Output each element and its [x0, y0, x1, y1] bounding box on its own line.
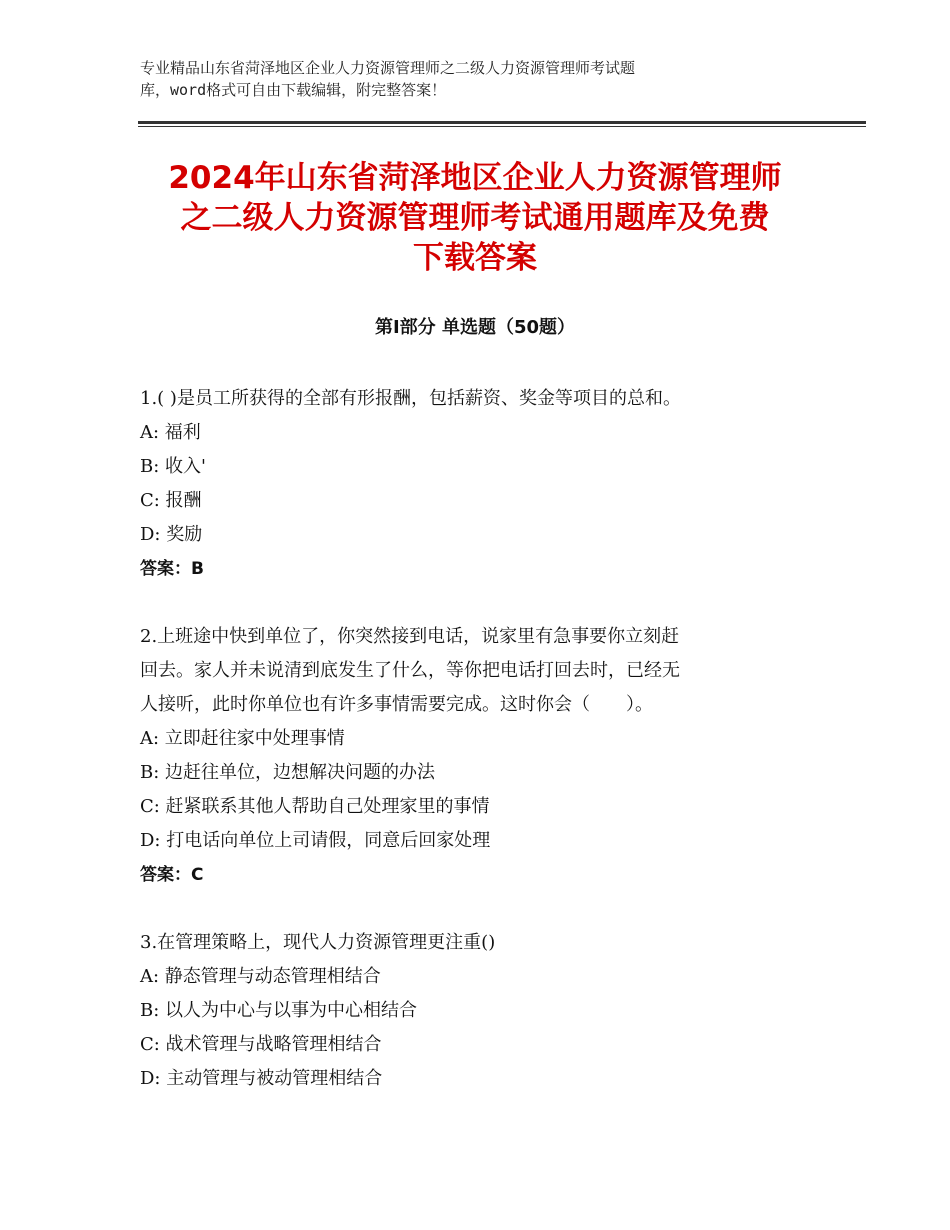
document-title [100, 158, 850, 278]
option-c: C: 战术管理与战略管理相结合 [140, 1034, 382, 1055]
option-b: B: 边赶往单位，边想解决问题的办法 [140, 762, 436, 783]
document-title-line-1: 2024年山东省菏泽地区企业人力资源管理师 [168, 160, 782, 196]
answer: 答案：B [140, 559, 204, 579]
question-1 [140, 382, 820, 586]
answer: 答案：C [140, 865, 204, 885]
question-stem-line-2: 回去。家人并未说清到底发生了什么，等你把电话打回去时，已经无 [140, 660, 680, 681]
option-d: D: 打电话向单位上司请假，同意后回家处理 [140, 830, 491, 851]
question-stem-line-3: 人接听，此时你单位也有许多事情需要完成。这时你会（ ）。 [140, 694, 653, 715]
option-d: D: 奖励 [140, 524, 203, 545]
header-note [140, 57, 800, 101]
option-a: A: 福利 [140, 422, 201, 443]
header-divider-thin [138, 126, 866, 127]
option-b: B: 收入' [140, 456, 206, 477]
option-a: A: 立即赶往家中处理事情 [140, 728, 345, 749]
option-c: C: 报酬 [140, 490, 202, 511]
document-title-line-2: 之二级人力资源管理师考试通用题库及免费 [180, 200, 770, 236]
option-b: B: 以人为中心与以事为中心相结合 [140, 1000, 418, 1021]
question-2 [140, 620, 820, 892]
header-note-line-2: 库，word格式可自由下载编辑，附完整答案！ [140, 81, 447, 99]
document-title-line-3: 下载答案 [413, 240, 537, 276]
question-stem: 1.( )是员工所获得的全部有形报酬，包括薪资、奖金等项目的总和。 [140, 388, 681, 409]
option-c: C: 赶紧联系其他人帮助自己处理家里的事情 [140, 796, 490, 817]
option-d: D: 主动管理与被动管理相结合 [140, 1068, 383, 1089]
question-3 [140, 926, 820, 1096]
question-stem: 3.在管理策略上，现代人力资源管理更注重() [140, 932, 496, 953]
header-divider-thick [138, 121, 866, 124]
question-list [140, 382, 820, 1130]
header-note-line-1: 专业精品山东省菏泽地区企业人力资源管理师之二级人力资源管理师考试题 [140, 59, 636, 77]
question-stem-line-1: 2.上班途中快到单位了，你突然接到电话，说家里有急事要你立刻赶 [140, 626, 680, 647]
section-title: 第Ⅰ部分 单选题（50题） [374, 317, 575, 338]
option-a: A: 静态管理与动态管理相结合 [140, 966, 381, 987]
